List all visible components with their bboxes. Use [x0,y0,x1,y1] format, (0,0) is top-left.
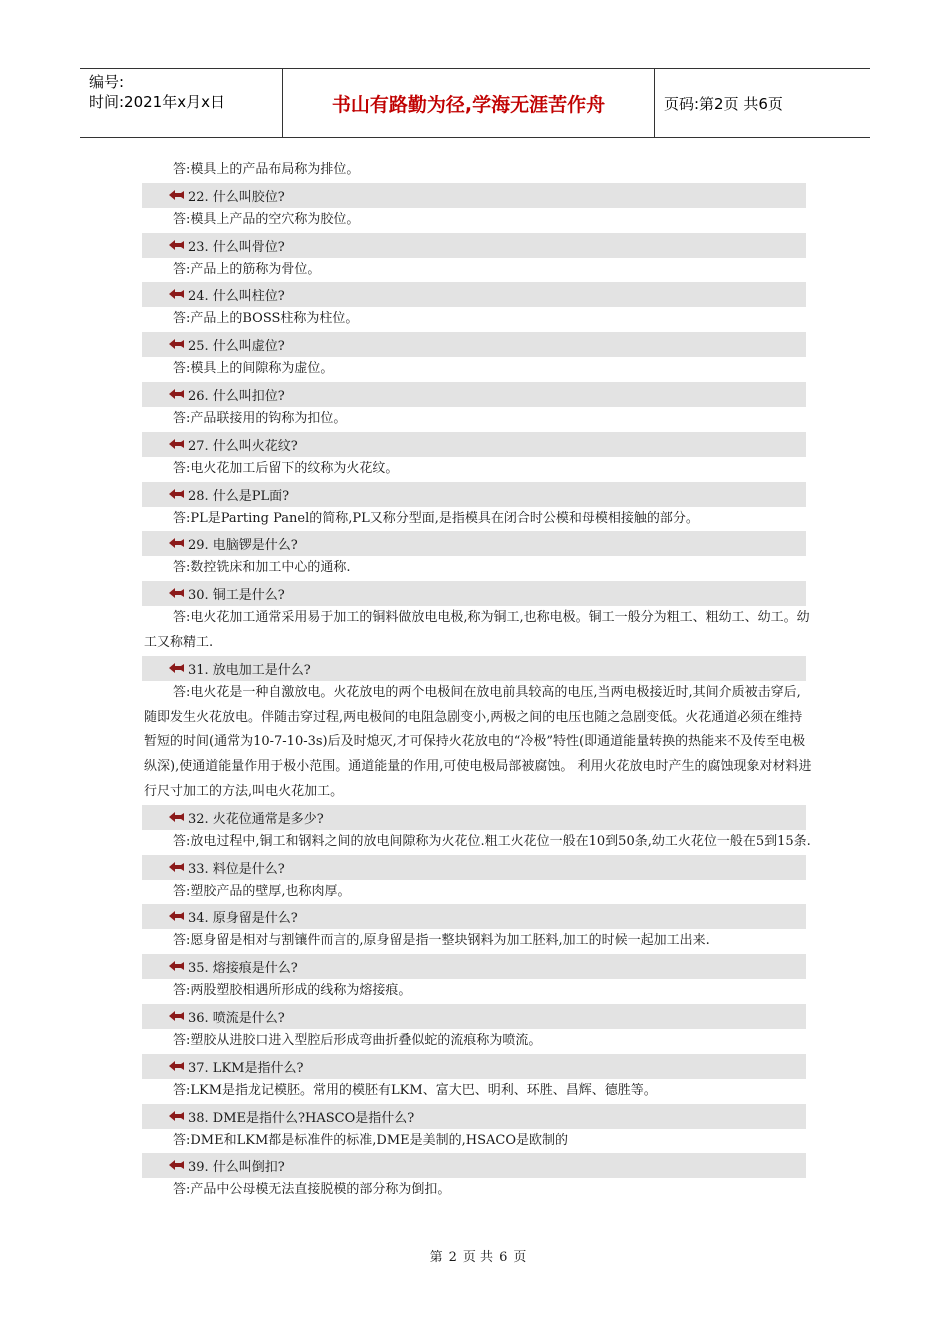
question-text: 30. 铜工是什么? [188,588,285,604]
question-text: 25. 什么叫虚位? [188,339,285,355]
footer-prefix: 第 [429,1250,443,1265]
footer-page: 2 [448,1250,457,1265]
answer-text: 答:模具上的间隙称为虚位。 [173,361,334,377]
question-bar [142,581,806,606]
arrow-left-icon [168,1009,186,1023]
question-bar [142,183,806,208]
header-page-label: 页码:第2页 共6页 [664,94,783,113]
arrow-left-icon [168,959,186,973]
answer-text: 答:产品上的筋称为骨位。 [173,261,321,277]
answer-text: 答:电火花加工后留下的纹称为火花纹。 [173,460,399,476]
arrow-left-icon [168,487,186,501]
arrow-left-icon [168,909,186,923]
answer-text: 答:塑胶从进胶口进入型腔后形成弯曲折叠似蛇的流痕称为喷流。 [173,1032,542,1048]
question-bar [142,656,806,681]
question-text: 36. 喷流是什么? [188,1010,285,1026]
question-bar [142,382,806,407]
answer-text: 答:产品上的BOSS柱称为柱位。 [173,311,359,327]
answer-text: 答:电火花是一种自激放电。火花放电的两个电极间在放电前具较高的电压,当两电极接近时,其间介质被击穿后,随即发生火花放电。伴随击穿过程,两电极间的电阻急剧变小,两极之间的电压也随之急剧变低。火花通道必须在维持暂短的时间(通常为10-7-10-3s)后及时熄灭,才可保持火花放电的“冷极”特性(即通道能量转换的热能来不及传至电极纵深),使通道能量作用于极小范围。通道能量的作用,可使电极局部被腐蚀。 利用火花放电时产生的腐蚀现象对材料进行尺寸加工的方法,叫电火花加工。 [144,684,812,799]
arrow-left-icon [168,1109,186,1123]
qa-content [144,158,812,1203]
question-text: 37. LKM是指什么? [188,1060,304,1076]
answer-text: 答:LKM是指龙记模胚。常用的模胚有LKM、富大巴、明利、环胜、昌辉、德胜等。 [173,1082,657,1098]
arrow-left-icon [168,860,186,874]
answer-text: 答:数控铣床和加工中心的通称. [173,560,351,576]
question-text: 29. 电脑锣是什么? [188,538,298,554]
question-bar [142,1054,806,1079]
question-text: 31. 放电加工是什么? [188,662,311,678]
question-bar [142,332,806,357]
arrow-left-icon [168,536,186,550]
question-text: 34. 原身留是什么? [188,911,298,927]
question-text: 24. 什么叫柱位? [188,289,285,305]
answer-text: 答:两股塑胶相遇所形成的线称为熔接痕。 [173,983,412,999]
question-bar [142,904,806,929]
footer-mid: 页 共 [462,1250,494,1265]
arrow-left-icon [168,1059,186,1073]
page-header [80,68,870,138]
header-meta [80,69,283,137]
question-bar [142,1153,806,1178]
question-bar [142,233,806,258]
question-bar [142,855,806,880]
arrow-left-icon [168,287,186,301]
answer-text: 答:塑胶产品的壁厚,也称肉厚。 [173,883,351,899]
arrow-left-icon [168,188,186,202]
answer-text: 答:模具上的产品布局称为排位。 [173,162,360,177]
question-bar [142,432,806,457]
code-label: 编号: [89,73,125,91]
page-footer [0,1246,950,1265]
answer-text: 答:愿身留是相对与割镶件而言的,原身留是指一整块钢料为加工胚料,加工的时候一起加工出来. [173,933,710,949]
question-text: 23. 什么叫骨位? [188,239,285,255]
answer-text: 答:模具上产品的空穴称为胶位。 [173,211,360,227]
arrow-left-icon [168,586,186,600]
question-bar [142,805,806,830]
question-text: 27. 什么叫火花纹? [188,438,298,454]
header-motto: 书山有路勤为径,学海无涯苦作舟 [283,69,655,137]
arrow-left-icon [168,387,186,401]
answer-text: 答:产品联接用的钩称为扣位。 [173,410,347,426]
answer-text: 答:DME和LKM都是标准件的标准,DME是美制的,HSACO是欧制的 [173,1132,568,1148]
question-text: 22. 什么叫胶位? [188,189,285,205]
arrow-left-icon [168,661,186,675]
question-bar [142,482,806,507]
question-text: 32. 火花位通常是多少? [188,811,324,827]
question-bar [142,954,806,979]
question-text: 38. DME是指什么?HASCO是指什么? [188,1110,415,1126]
question-text: 26. 什么叫扣位? [188,388,285,404]
arrow-left-icon [168,337,186,351]
footer-total: 6 [499,1250,508,1265]
question-text: 35. 熔接痕是什么? [188,961,298,977]
question-bar [142,531,806,556]
arrow-left-icon [168,437,186,451]
answer-text: 答:电火花加工通常采用易于加工的铜料做放电电极,称为铜工,也称电极。铜工一般分为粗工、粗幼工、幼工。幼工又称精工. [144,610,810,650]
answer-text: 答:PL是Parting Panel的简称,PL又称分型面,是指模具在闭合时公模和母模相接触的部分。 [173,510,699,526]
arrow-left-icon [168,810,186,824]
arrow-left-icon [168,238,186,252]
question-bar [142,1004,806,1029]
question-bar [142,1104,806,1129]
arrow-left-icon [168,1158,186,1172]
answer-text: 答:产品中公母模无法直接脱模的部分称为倒扣。 [173,1182,451,1198]
time-label: 时间:2021年x月x日 [89,93,225,111]
answer-text: 答:放电过程中,铜工和钢料之间的放电间隙称为火花位.粗工火花位一般在10到50条,幼工火花位一般在5到15条. [173,833,811,849]
question-text: 33. 料位是什么? [188,861,285,877]
question-bar [142,282,806,307]
footer-suffix: 页 [513,1250,527,1265]
question-text: 28. 什么是PL面? [188,488,290,504]
question-text: 39. 什么叫倒扣? [188,1160,285,1176]
